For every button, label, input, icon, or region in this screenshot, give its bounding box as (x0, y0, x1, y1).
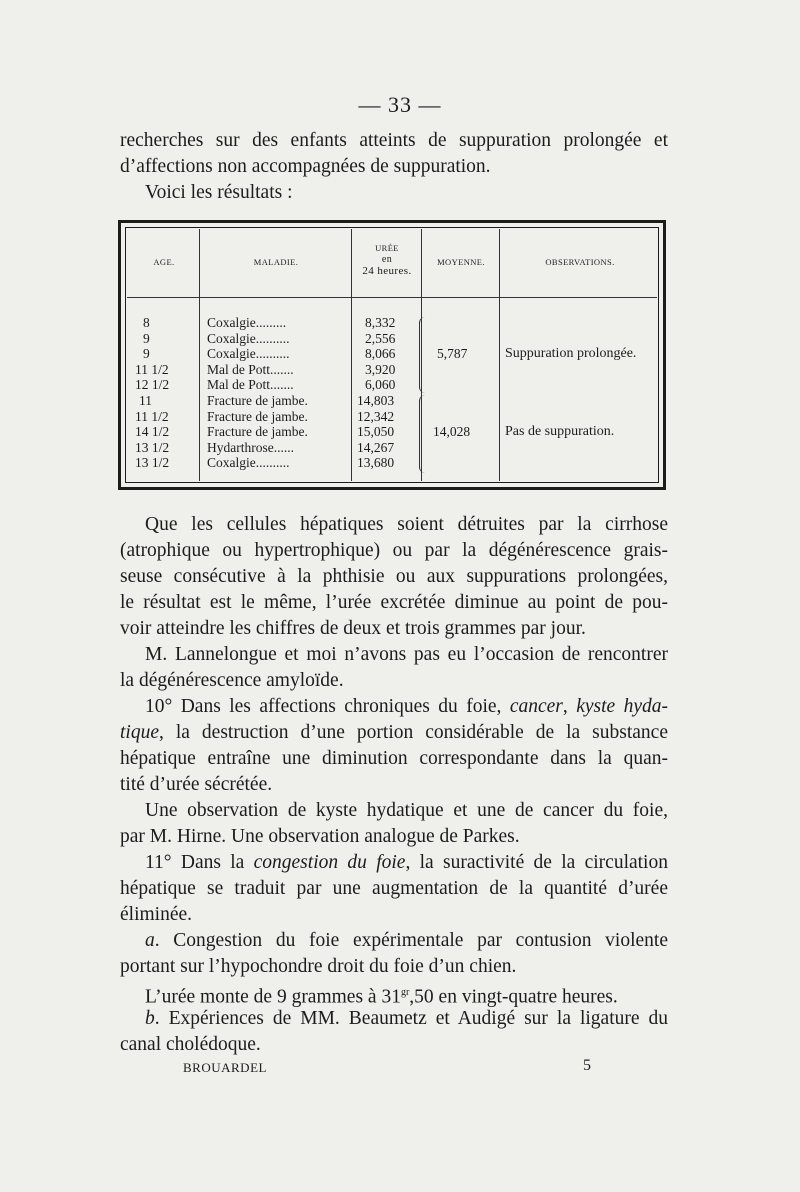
column-divider (199, 229, 200, 481)
superscript-unit: gr (400, 987, 410, 998)
italic-term: a (145, 930, 155, 951)
paragraph-line: voir atteindre les chiffres de deux et trois grammes par jour. (120, 618, 586, 639)
italic-term: congestion du foie (253, 852, 406, 873)
paragraph-line: Que les cellules hépatiques soient détruites par la cirrhose (145, 514, 668, 535)
paragraph-text: , la destruction d’une portion considérable de la substance (159, 722, 668, 743)
paragraph-line: hépatique se traduit par une augmentation de la quantité d’urée (120, 878, 668, 899)
cell-uree: 14,267 (357, 439, 395, 455)
paragraph-line: Une observation de kyste hydatique et une de cancer du foie, (145, 800, 668, 821)
cell-maladie: Fracture de jambe. (207, 424, 308, 440)
italic-term: kyste hyda- (576, 696, 669, 717)
cell-age: 12 1/2 (135, 377, 170, 393)
paragraph-text: L’urée monte de 9 grammes à 31 (145, 986, 401, 1008)
page-number: — 33 — (358, 92, 442, 117)
cell-maladie: Coxalgie......... (207, 315, 287, 330)
cell-maladie: Hydarthrose...... (207, 439, 294, 455)
paragraph-text: . Expériences de MM. Beaumetz et Audigé sur la ligature du (154, 1008, 668, 1029)
cell-maladie: Mal de Pott....... (207, 361, 294, 377)
cell-age: 9 (143, 330, 150, 346)
cell-uree: 8,066 (365, 346, 396, 362)
paragraph-text: . Congestion du foie expérimentale par contusion violente (154, 930, 668, 951)
cell-observation: Suppuration prolongée. (505, 346, 637, 361)
cell-age: 13 1/2 (135, 439, 170, 455)
cell-age: 13 1/2 (135, 455, 170, 471)
cell-moyenne: 14,028 (433, 424, 471, 439)
header-uree: URÉE (375, 243, 399, 253)
paragraph-line: tité d’urée sécrétée. (120, 774, 273, 795)
cell-uree: 15,050 (357, 424, 395, 440)
header-divider (127, 297, 657, 298)
paragraph-text: 10° Dans les affections chroniques du foie, (145, 696, 510, 717)
header-moyenne: MOYENNE. (437, 257, 485, 267)
cell-age: 11 1/2 (135, 361, 169, 377)
header-observations: OBSERVATIONS. (545, 257, 615, 267)
cell-maladie: Fracture de jambe. (207, 408, 308, 424)
paragraph-text: , la suractivité de la circulation (405, 852, 668, 873)
intro-line-1: recherches sur des enfants atteints de suppuration prolongée et (120, 130, 668, 151)
cell-age: 8 (143, 315, 150, 330)
cell-uree: 6,060 (365, 377, 396, 393)
cell-maladie: Mal de Pott....... (207, 377, 294, 393)
cell-age: 9 (143, 346, 150, 362)
cell-maladie: Fracture de jambe. (207, 393, 308, 408)
italic-term: b (145, 1008, 155, 1029)
cell-uree: 14,803 (357, 393, 395, 408)
paragraph-line: canal cholédoque. (120, 1034, 261, 1055)
column-divider (499, 229, 500, 481)
cell-uree: 13,680 (357, 455, 395, 471)
header-age: AGE. (153, 257, 175, 267)
header-uree-24h: 24 heures. (362, 265, 412, 277)
column-divider (351, 229, 352, 481)
footer-signature: 5 (583, 1057, 591, 1074)
cell-age: 14 1/2 (135, 424, 170, 440)
cell-uree: 8,332 (365, 315, 396, 330)
cell-uree: 3,920 (365, 361, 396, 377)
paragraph-text: , (562, 696, 577, 717)
header-maladie: MALADIE. (253, 257, 299, 267)
paragraph-line: par M. Hirne. Une observation analogue de Parkes. (120, 826, 520, 847)
italic-term: cancer (509, 696, 563, 717)
paragraph-line: (atrophique ou hypertrophique) ou par la dégénérescence grais- (120, 540, 668, 561)
intro-line-3: Voici les résultats : (145, 182, 293, 203)
paragraph-line (120, 720, 668, 746)
results-table (118, 220, 666, 490)
cell-maladie: Coxalgie.......... (207, 330, 290, 346)
cell-observation: Pas de suppuration. (505, 424, 615, 439)
cell-maladie: Coxalgie.......... (207, 455, 290, 471)
paragraph-text: 11° Dans la (145, 852, 254, 873)
paragraph-line: la dégénérescence amyloïde. (120, 670, 344, 691)
cell-age: 11 1/2 (135, 408, 169, 424)
paragraph-line: éliminée. (120, 904, 193, 925)
cell-moyenne: 5,787 (437, 346, 468, 361)
paragraph-line: le résultat est le même, l’urée excrétée diminue au point de pou- (120, 592, 668, 613)
group-brace (419, 395, 428, 473)
paragraph-line: hépatique entraîne une diminution correspondante dans la quan- (120, 748, 668, 769)
paragraph-line: M. Lannelongue et moi n’avons pas eu l’occasion de rencontrer (145, 644, 668, 665)
paragraph-text: ,50 en vingt-quatre heures. (409, 986, 618, 1008)
paragraph-line (145, 850, 668, 876)
paragraph-line (145, 694, 668, 720)
paragraph-line (145, 1006, 668, 1032)
italic-term: tique (120, 722, 159, 743)
group-brace (419, 317, 428, 393)
paragraph-line: seuse consécutive à la phthisie ou aux suppurations prolongées, (120, 566, 668, 587)
footer-author: BROUARDEL (183, 1060, 267, 1075)
cell-uree: 12,342 (357, 408, 395, 424)
cell-uree: 2,556 (365, 330, 396, 346)
paragraph-line: portant sur l’hypochondre droit du foie d’un chien. (120, 956, 517, 977)
paragraph-line (145, 928, 668, 954)
intro-line-2: d’affections non accompagnées de suppuration. (120, 156, 491, 177)
header-uree-en: en (381, 254, 393, 265)
cell-maladie: Coxalgie.......... (207, 346, 290, 362)
cell-age: 11 (139, 393, 152, 408)
